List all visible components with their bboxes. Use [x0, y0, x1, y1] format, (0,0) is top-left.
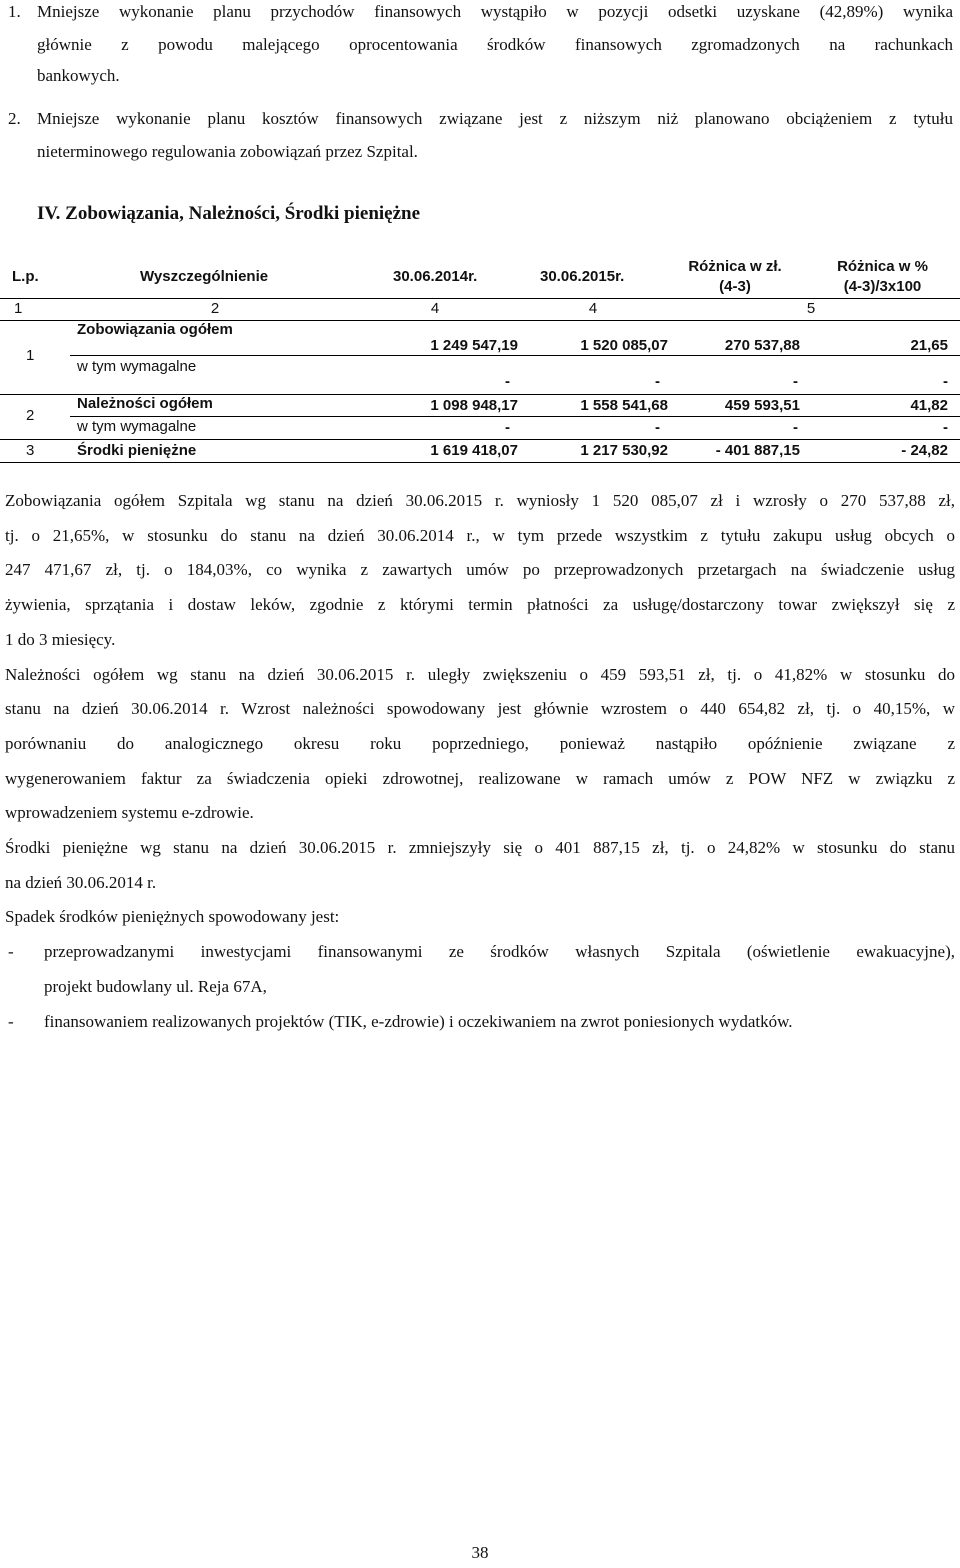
col-header-2015: 30.06.2015r.	[540, 268, 625, 285]
row-1-diff: 270 537,88	[724, 337, 800, 354]
para-1-line-1: Zobowiązania ogółem Szpitala wg stanu na dzień 30.06.2015 r. wyniosły 1 520 085,07 zł i wzrosły o 270 537,88 zł,	[5, 491, 955, 510]
col-header-2014: 30.06.2014r.	[393, 268, 478, 285]
row-2-lp: 2	[26, 407, 35, 424]
bullet-2-line-1: finansowaniem realizowanych projektów (TIK, e-zdrowie) i oczekiwaniem na zwrot poniesionych wydatków.	[44, 1012, 793, 1031]
row-3-name: Środki pieniężne	[77, 442, 197, 459]
colnum-1: 1	[14, 300, 23, 317]
row-3-diff: - 401 887,15	[715, 442, 800, 459]
row-3-pct: - 24,82	[901, 442, 948, 459]
para-3-line-1: Środki pieniężne wg stanu na dzień 30.06.2015 r. zmniejszyły się o 401 887,15 zł, tj. o 24,82% w stosunku do stanu	[5, 838, 955, 857]
page-number: 38	[471, 1543, 489, 1562]
para-2-line-1: Należności ogółem wg stanu na dzień 30.06.2015 r. uległy zwiększeniu o 459 593,51 zł, tj. o 41,82% w stosunku do	[5, 665, 955, 684]
row-1-2015: 1 520 085,07	[580, 337, 668, 354]
bullet-1-line-2: projekt budowlany ul. Reja 67A,	[44, 977, 267, 996]
bullet-1-line-1: przeprowadzanymi inwestycjami finansowanymi ze środków własnych Szpitala (oświetlenie ewakuacyjne),	[44, 942, 955, 961]
colnum-5: 5	[806, 300, 816, 317]
colnum-4: 4	[588, 300, 598, 317]
item-2-line-1: Mniejsze wykonanie planu kosztów finansowych związane jest z niższym niż planowano obciążeniem z tytułu	[37, 109, 953, 128]
row-1-2014: 1 249 547,19	[430, 337, 518, 354]
para-2-line-2: stanu na dzień 30.06.2014 r. Wzrost należności spowodowany jest głównie wzrostem o 440 654,82 zł, tj. o 40,15%, w	[5, 699, 955, 718]
col-header-diff-pct-formula: (4-3)/3x100	[843, 278, 922, 295]
item-1-line-1: Mniejsze wykonanie planu przychodów finansowych wystąpiło w pozycji odsetki uzyskane (42,89%) wynika	[37, 2, 953, 21]
para-4-line-1: Spadek środków pieniężnych spowodowany jest:	[5, 907, 340, 926]
row-3-2015: 1 217 530,92	[580, 442, 668, 459]
col-header-diff-zl-formula: (4-3)	[719, 278, 751, 295]
item-1-number: 1.	[8, 2, 21, 21]
row-1-sub-2015: -	[655, 373, 660, 390]
row-2-2015: 1 558 541,68	[580, 397, 668, 414]
row-2-sub-name: w tym wymagalne	[77, 418, 197, 435]
row-3-2014: 1 619 418,07	[430, 442, 518, 459]
row-2-sub-pct: -	[943, 419, 948, 436]
col-header-wyszczegolnienie: Wyszczególnienie	[140, 268, 269, 285]
item-1-line-3: bankowych.	[37, 66, 120, 85]
row-1-sub-name: w tym wymagalne	[77, 358, 197, 375]
row-3-lp: 3	[26, 442, 35, 459]
colnum-3: 4	[430, 300, 440, 317]
row-2-diff: 459 593,51	[724, 397, 800, 414]
bullet-1-dash: -	[8, 942, 14, 961]
para-2-line-4: wygenerowaniem faktur za świadczenia opieki zdrowotnej, realizowane w ramach umów z POW NFZ w związku z	[5, 769, 955, 788]
financial-table	[0, 254, 960, 466]
item-1-line-2: głównie z powodu malejącego oprocentowania środków finansowych zgromadzonych na rachunkach	[37, 35, 953, 54]
row-1-sub-pct: -	[943, 373, 948, 390]
bullet-2-dash: -	[8, 1012, 14, 1031]
section-heading: IV. Zobowiązania, Należności, Środki pieniężne	[37, 203, 421, 224]
para-3-line-2: na dzień 30.06.2014 r.	[5, 873, 157, 892]
col-header-diff-pct: Różnica w %	[837, 258, 928, 275]
row-1-sub-2014: -	[505, 373, 510, 390]
row-2-2014: 1 098 948,17	[430, 397, 518, 414]
para-1-line-3: 247 471,67 zł, tj. o 184,03%, co wynika z zawartych umów po przeprowadzonych przetargach na świadczenie usług	[5, 560, 955, 579]
item-2-number: 2.	[8, 109, 21, 128]
col-header-diff-zl: Różnica w zł.	[688, 258, 782, 275]
row-1-pct: 21,65	[910, 337, 948, 354]
para-1-line-2: tj. o 21,65%, w stosunku do stanu na dzień 30.06.2014 r., w tym przede wszystkim z tytułu zakupu usług obcych o	[5, 526, 955, 545]
row-1-sub-diff: -	[793, 373, 798, 390]
row-1-name: Zobowiązania ogółem	[77, 321, 233, 338]
para-2-line-3: porównaniu do analogicznego okresu roku poprzedniego, ponieważ nastąpiło opóźnienie związane z	[5, 734, 955, 753]
row-2-pct: 41,82	[910, 397, 948, 414]
row-2-name: Należności ogółem	[77, 395, 213, 412]
para-1-line-4: żywienia, sprzątania i dostaw leków, zgodnie z którymi termin płatności za usługę/dostarczony towar zwiększył się z	[5, 595, 955, 614]
colnum-2: 2	[210, 300, 220, 317]
row-1-lp: 1	[26, 347, 35, 364]
col-header-lp: L.p.	[12, 268, 39, 285]
item-2-line-2: nieterminowego regulowania zobowiązań przez Szpital.	[37, 142, 418, 161]
para-1-line-5: 1 do 3 miesięcy.	[5, 630, 116, 649]
row-2-sub-2015: -	[655, 419, 660, 436]
row-2-sub-2014: -	[505, 419, 510, 436]
para-2-line-5: wprowadzeniem systemu e-zdrowie.	[5, 803, 254, 822]
row-2-sub-diff: -	[793, 419, 798, 436]
